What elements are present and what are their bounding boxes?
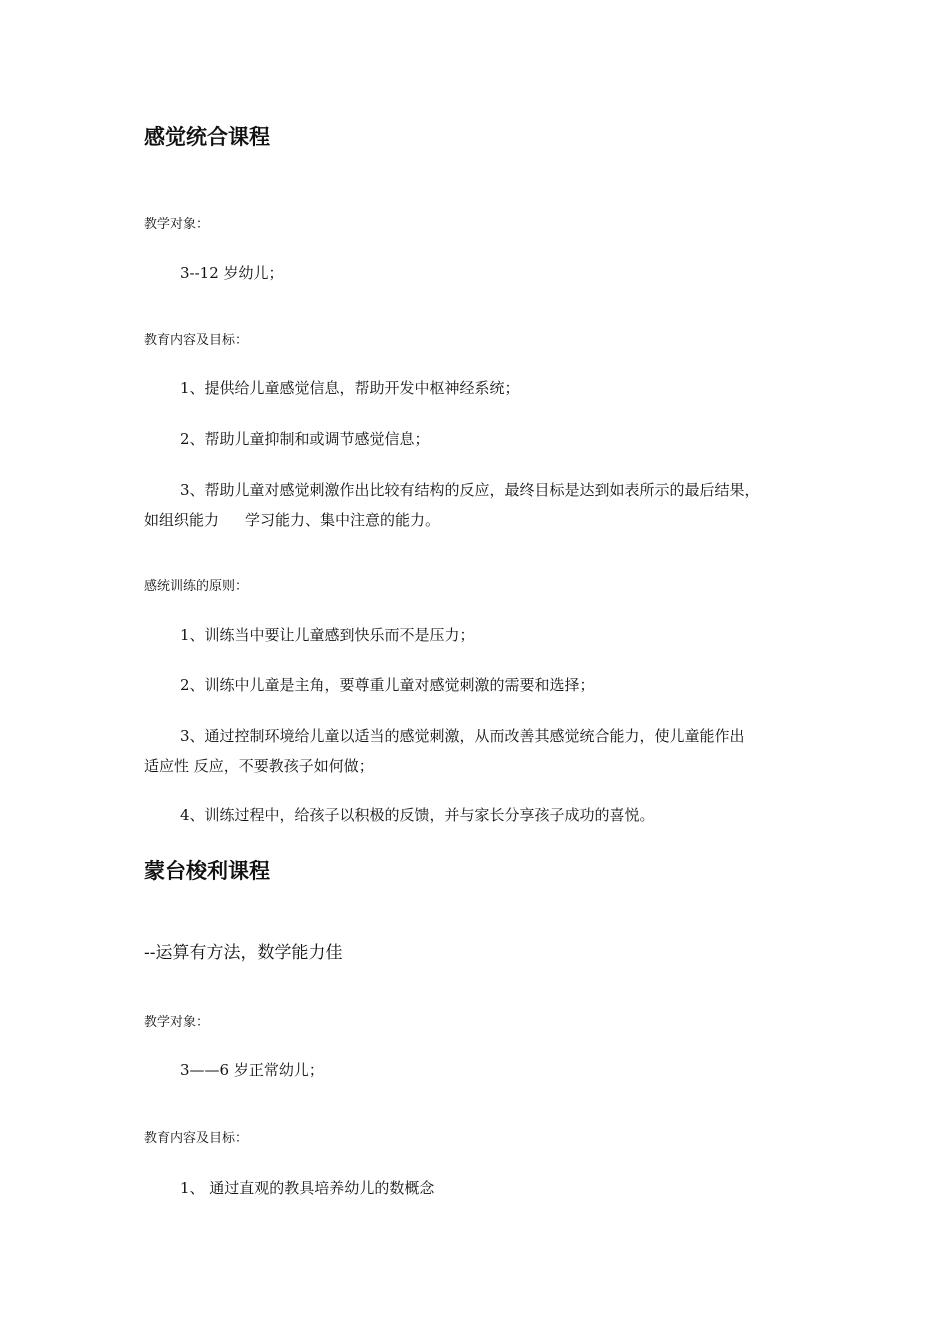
principle-item-2: 2、训练中儿童是主角，要尊重儿童对感觉刺激的需要和选择；	[180, 676, 595, 694]
principle-item-1: 1、训练当中要让儿童感到快乐而不是压力；	[180, 626, 475, 644]
principle-item-4: 4、训练过程中，给孩子以积极的反馈，并与家长分享孩子成功的喜悦。	[180, 806, 655, 824]
goal-item-3: 3、帮助儿童对感觉刺激作出比较有结构的反应，最终目标是达到如表所示的最后结果，	[180, 481, 760, 499]
section-subtitle: --运算有方法，数学能力佳	[144, 943, 343, 963]
teaching-target-label-2: 教学对象：	[144, 1015, 210, 1030]
goals-label: 教育内容及目标：	[144, 333, 249, 348]
goal-item-1: 1、提供给儿童感觉信息，帮助开发中枢神经系统；	[180, 379, 520, 397]
goal-item-2: 2、帮助儿童抑制和或调节感觉信息；	[180, 430, 430, 448]
teaching-target-value: 3--12 岁幼儿；	[180, 264, 284, 282]
section-title-montessori: 蒙台梭利课程	[144, 858, 270, 883]
principle-item-3-continuation: 适应性 反应，不要教孩子如何做；	[144, 757, 374, 775]
section-title-sensory-integration: 感觉统合课程	[144, 124, 270, 149]
principle-item-3: 3、通过控制环境给儿童以适当的感觉刺激，从而改善其感觉统合能力，使儿童能作出	[180, 727, 745, 745]
goal-item-3-continuation	[144, 513, 440, 528]
teaching-target-value-2: 3——6 岁正常幼儿；	[180, 1061, 324, 1079]
teaching-target-label: 教学对象：	[144, 217, 210, 232]
goals-label-2: 教育内容及目标：	[144, 1131, 249, 1146]
goal-item-1-montessori: 1、 通过直观的教具培养幼儿的数概念	[180, 1179, 435, 1197]
goal-3-cont-part-b: 学习能力、集中注意的能力。	[245, 511, 441, 529]
principles-label: 感统训练的原则：	[144, 579, 249, 594]
goal-3-cont-part-a: 如组织能力	[144, 511, 220, 529]
